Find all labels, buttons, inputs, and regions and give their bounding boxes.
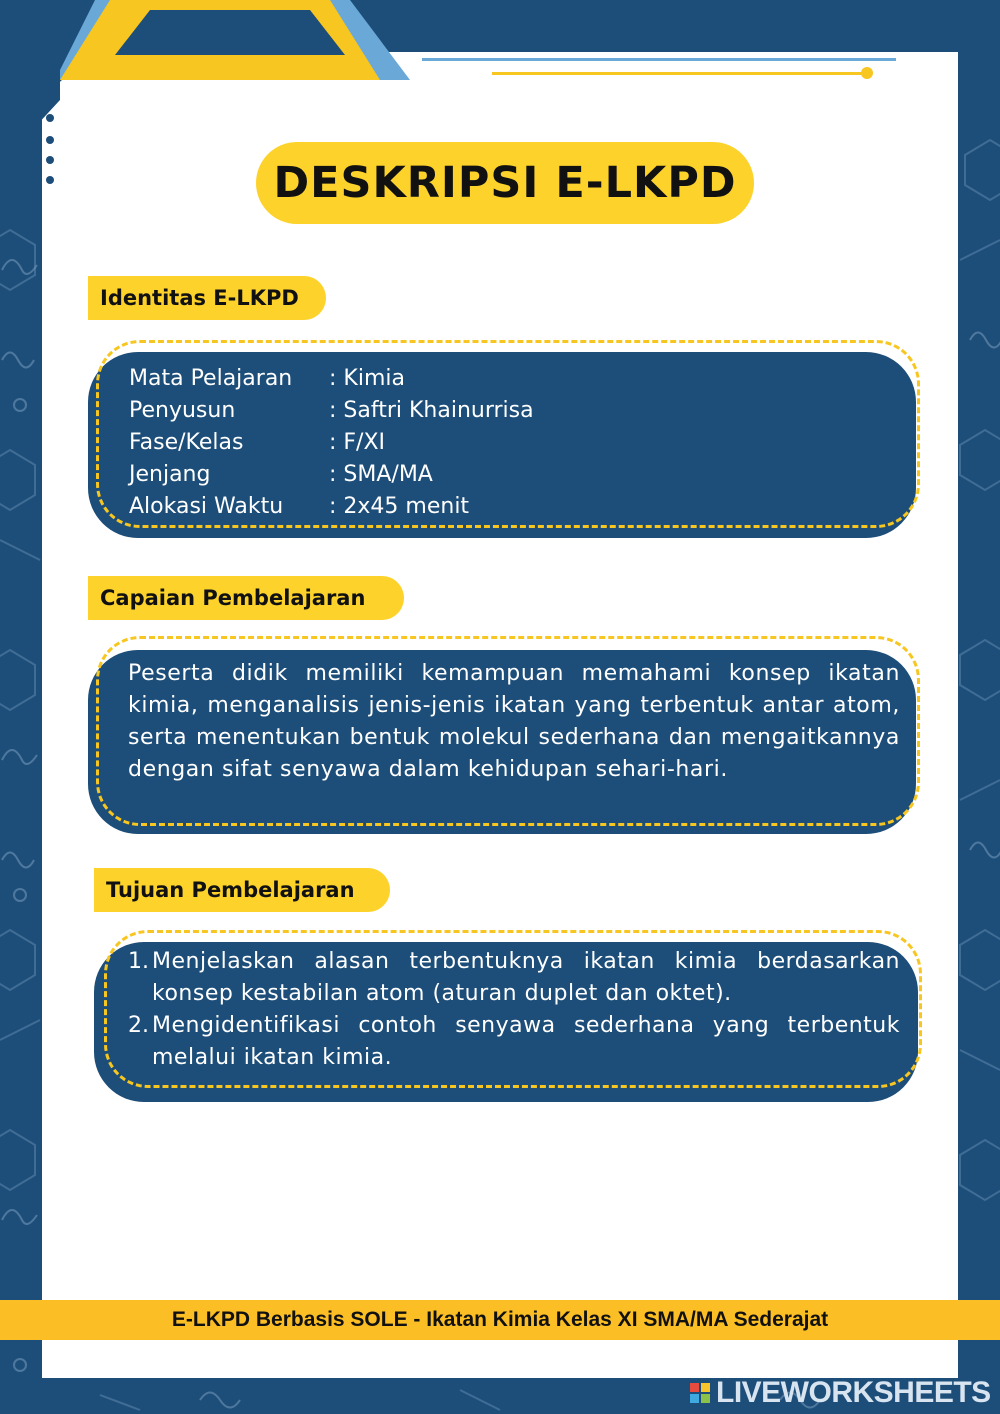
page-title: DESKRIPSI E-LKPD bbox=[256, 142, 754, 224]
tujuan-label: Tujuan Pembelajaran bbox=[94, 868, 390, 912]
identitas-key: Alokasi Waktu bbox=[129, 494, 284, 519]
identitas-row bbox=[129, 491, 534, 523]
top-yellow-line bbox=[492, 72, 864, 75]
tujuan-item bbox=[128, 1010, 900, 1074]
tujuan-item bbox=[128, 946, 900, 1010]
identitas-value: : SMA/MA bbox=[329, 462, 433, 487]
liveworksheets-logo-icon bbox=[690, 1383, 710, 1403]
capaian-text: Peserta didik memiliki kemampuan memahami konsep ikatan kimia, menganalisis jenis-jenis ikatan yang terbentuk antar atom, serta menentukan bentuk molekul sederhana dan mengaitkannya dengan sifat senyawa dalam kehidupan sehari-hari. bbox=[128, 661, 900, 782]
capaian-label: Capaian Pembelajaran bbox=[88, 576, 404, 620]
liveworksheets-watermark bbox=[690, 1378, 991, 1408]
identitas-key: Jenjang bbox=[129, 462, 211, 487]
top-yellow-dot bbox=[861, 67, 873, 79]
identitas-row bbox=[129, 459, 534, 491]
tujuan-item-number: 1. bbox=[128, 949, 149, 974]
identitas-value: : Saftri Khainurrisa bbox=[329, 398, 534, 423]
identitas-rows bbox=[129, 363, 534, 523]
identitas-value: : 2x45 menit bbox=[329, 494, 470, 519]
tujuan-item-text: Mengidentifikasi contoh senyawa sederhana yang terbentuk melalui ikatan kimia. bbox=[152, 1013, 900, 1070]
identitas-card bbox=[88, 352, 916, 538]
footer-banner: E-LKPD Berbasis SOLE - Ikatan Kimia Kelas XI SMA/MA Sederajat bbox=[0, 1300, 1000, 1340]
identitas-value: : F/XI bbox=[329, 430, 386, 455]
tujuan-list bbox=[128, 946, 900, 1074]
identitas-key: Fase/Kelas bbox=[129, 430, 244, 455]
identitas-key: Penyusun bbox=[129, 398, 236, 423]
identitas-value: : Kimia bbox=[329, 366, 405, 391]
watermark-text: LIVEWORKSHEETS bbox=[716, 1376, 991, 1409]
identitas-row bbox=[129, 363, 534, 395]
identitas-label: Identitas E-LKPD bbox=[88, 276, 326, 320]
tujuan-card bbox=[94, 942, 918, 1102]
tujuan-item-text: Menjelaskan alasan terbentuknya ikatan kimia berdasarkan konsep kestabilan atom (aturan duplet dan oktet). bbox=[152, 949, 900, 1006]
identitas-row bbox=[129, 427, 534, 459]
capaian-card bbox=[88, 650, 916, 834]
tujuan-item-number: 2. bbox=[128, 1013, 149, 1038]
identitas-key: Mata Pelajaran bbox=[129, 366, 293, 391]
identitas-row bbox=[129, 395, 534, 427]
top-accent-line bbox=[422, 58, 896, 61]
